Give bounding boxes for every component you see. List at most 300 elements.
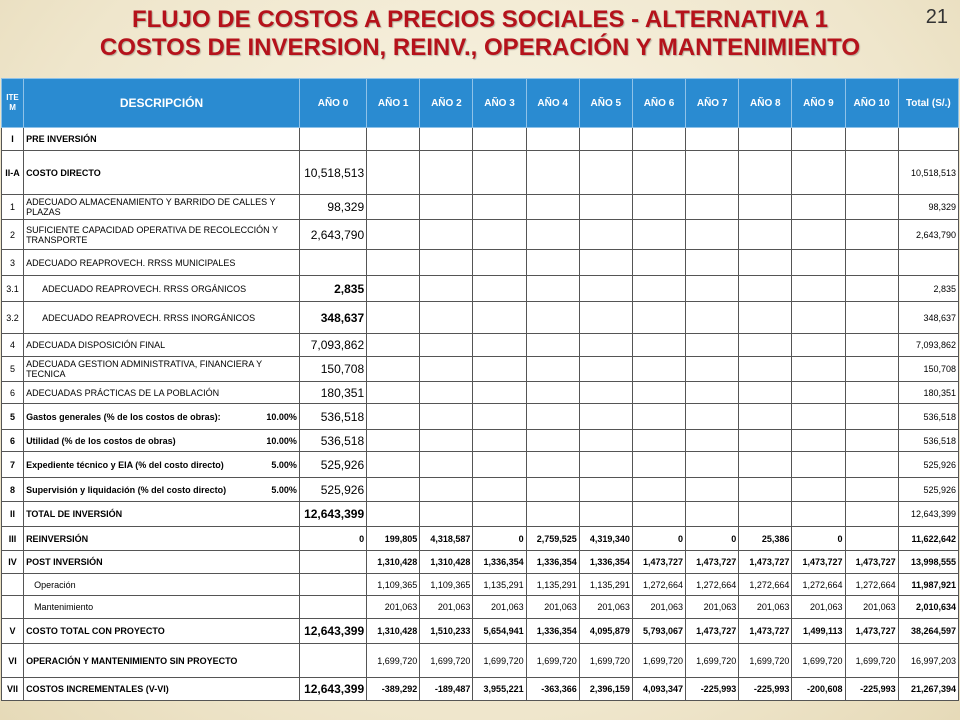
row-year-5 (579, 334, 632, 357)
row-year-4 (526, 404, 579, 430)
row-year-5 (579, 430, 632, 452)
row-year-8 (739, 302, 792, 334)
row-year-1 (367, 478, 420, 502)
row-total (898, 128, 958, 151)
row-description: OPERACIÓN Y MANTENIMIENTO SIN PROYECTO (26, 655, 238, 666)
row-item (2, 574, 24, 596)
row-year-8 (739, 430, 792, 452)
row-year-10 (845, 527, 898, 551)
row-year-0 (299, 128, 366, 151)
row-total: 525,926 (898, 452, 958, 478)
row-year-3 (473, 195, 526, 220)
row-year-0: 2,835 (299, 276, 366, 302)
row-year-4 (526, 452, 579, 478)
header-total: Total (S/.) (898, 79, 958, 128)
row-year-3 (473, 430, 526, 452)
row-year-6 (632, 357, 685, 382)
row-year-9: 1,473,727 (792, 551, 845, 574)
row-year-0: 98,329 (299, 195, 366, 220)
row-description-cell (24, 382, 300, 404)
row-description-cell (24, 596, 300, 619)
table-row (2, 334, 959, 357)
row-year-9: 201,063 (792, 596, 845, 619)
table-row (2, 452, 959, 478)
row-year-6 (632, 502, 685, 527)
row-total: 98,329 (898, 195, 958, 220)
header-year-9: AÑO 9 (792, 79, 845, 128)
row-year-5: 4,095,879 (579, 619, 632, 644)
row-year-6 (632, 404, 685, 430)
row-year-2 (420, 502, 473, 527)
row-year-1 (367, 430, 420, 452)
row-description-cell (24, 678, 300, 701)
row-year-3 (473, 250, 526, 276)
row-year-10 (845, 382, 898, 404)
row-year-7: 1,473,727 (686, 551, 739, 574)
row-item: II (2, 502, 24, 527)
row-year-10 (845, 430, 898, 452)
row-year-1 (367, 276, 420, 302)
row-year-3: 3,955,221 (473, 678, 526, 701)
row-year-9 (792, 276, 845, 302)
row-item: 5 (2, 357, 24, 382)
row-year-3 (473, 452, 526, 478)
row-year-4 (526, 276, 579, 302)
row-total: 11,987,921 (898, 574, 958, 596)
row-description-cell (24, 574, 300, 596)
row-description-cell (24, 250, 300, 276)
row-year-2: 1,510,233 (420, 619, 473, 644)
header-year-5: AÑO 5 (579, 79, 632, 128)
row-year-10 (845, 195, 898, 220)
row-year-1 (367, 128, 420, 151)
row-item: 3.1 (2, 276, 24, 302)
row-total: 150,708 (898, 357, 958, 382)
row-year-6: 201,063 (632, 596, 685, 619)
row-year-9 (792, 430, 845, 452)
row-year-1 (367, 382, 420, 404)
row-year-4: 1,336,354 (526, 551, 579, 574)
row-item: 4 (2, 334, 24, 357)
row-year-10: 1,272,664 (845, 574, 898, 596)
row-year-10: 1,473,727 (845, 619, 898, 644)
row-year-1: 201,063 (367, 596, 420, 619)
header-description: DESCRIPCIÓN (24, 79, 300, 128)
row-year-7 (686, 430, 739, 452)
row-item: V (2, 619, 24, 644)
row-year-3 (473, 404, 526, 430)
row-year-5: 2,396,159 (579, 678, 632, 701)
row-description: Operación (34, 579, 76, 590)
row-year-2: 1,699,720 (420, 644, 473, 678)
row-year-4 (526, 220, 579, 250)
row-item: 6 (2, 382, 24, 404)
row-year-5 (579, 357, 632, 382)
row-description-cell (24, 151, 300, 195)
row-year-5 (579, 128, 632, 151)
row-year-3: 5,654,941 (473, 619, 526, 644)
row-percentage: 10.00% (266, 411, 297, 422)
row-description: ADECUADA GESTION ADMINISTRATIVA, FINANCIERA Y TECNICA (26, 359, 262, 379)
row-year-5 (579, 250, 632, 276)
row-year-0: 536,518 (299, 404, 366, 430)
row-description-cell (24, 430, 300, 452)
row-year-7 (686, 478, 739, 502)
row-year-4 (526, 357, 579, 382)
row-year-1 (367, 334, 420, 357)
row-year-3 (473, 151, 526, 195)
row-year-2 (420, 334, 473, 357)
row-year-3: 1,699,720 (473, 644, 526, 678)
row-year-4 (526, 151, 579, 195)
row-year-9 (792, 357, 845, 382)
row-year-10 (845, 250, 898, 276)
title-line-1: FLUJO DE COSTOS A PRECIOS SOCIALES - ALTERNATIVA 1 (131, 6, 829, 33)
table-row (2, 276, 959, 302)
row-total: 12,643,399 (898, 502, 958, 527)
row-item: 2 (2, 220, 24, 250)
row-year-6 (632, 382, 685, 404)
row-year-6: 1,473,727 (632, 551, 685, 574)
table-row (2, 678, 959, 701)
row-description: Expediente técnico y EIA (% del costo directo) (26, 459, 224, 470)
row-year-8 (739, 357, 792, 382)
row-year-8: 1,473,727 (739, 551, 792, 574)
header-year-0: AÑO 0 (299, 79, 366, 128)
row-description-cell (24, 128, 300, 151)
row-year-4 (526, 334, 579, 357)
row-year-9 (792, 404, 845, 430)
row-year-0: 180,351 (299, 382, 366, 404)
row-year-0: 0 (299, 527, 366, 551)
row-year-7 (686, 250, 739, 276)
row-year-1: 1,310,428 (367, 619, 420, 644)
row-item: VII (2, 678, 24, 701)
table-row (2, 220, 959, 250)
row-year-8: 1,272,664 (739, 574, 792, 596)
row-year-1: 1,310,428 (367, 551, 420, 574)
row-description-cell (24, 644, 300, 678)
row-year-1 (367, 195, 420, 220)
row-year-6 (632, 302, 685, 334)
row-year-5 (579, 195, 632, 220)
row-year-2 (420, 151, 473, 195)
row-year-6 (632, 430, 685, 452)
row-year-9 (792, 302, 845, 334)
row-year-2 (420, 430, 473, 452)
row-description: COSTOS INCREMENTALES (V-VI) (26, 684, 169, 694)
row-year-7 (686, 502, 739, 527)
header-year-7: AÑO 7 (686, 79, 739, 128)
row-description: SUFICIENTE CAPACIDAD OPERATIVA DE RECOLECCIÓN Y TRANSPORTE (26, 224, 278, 245)
row-year-10 (845, 357, 898, 382)
row-year-9: -200,608 (792, 678, 845, 701)
row-year-1 (367, 302, 420, 334)
row-year-7 (686, 357, 739, 382)
row-year-7 (686, 195, 739, 220)
row-year-0: 12,643,399 (299, 502, 366, 527)
row-year-2: 1,109,365 (420, 574, 473, 596)
row-year-2 (420, 357, 473, 382)
row-item: 3.2 (2, 302, 24, 334)
row-year-2 (420, 452, 473, 478)
row-year-9 (792, 334, 845, 357)
row-year-7 (686, 151, 739, 195)
row-year-4: 1,336,354 (526, 619, 579, 644)
row-description: TOTAL DE INVERSIÓN (26, 509, 123, 519)
row-total: 7,093,862 (898, 334, 958, 357)
row-year-3: 201,063 (473, 596, 526, 619)
row-year-7 (686, 452, 739, 478)
row-item: III (2, 527, 24, 551)
row-year-2 (420, 128, 473, 151)
table-row (2, 478, 959, 502)
row-description-cell (24, 195, 300, 220)
row-year-6 (632, 195, 685, 220)
row-year-3 (473, 334, 526, 357)
row-year-7: -225,993 (686, 678, 739, 701)
table-row (2, 128, 959, 151)
row-year-8 (739, 220, 792, 250)
row-year-5: 1,336,354 (579, 551, 632, 574)
slide-title (0, 6, 960, 62)
row-year-0: 12,643,399 (299, 678, 366, 701)
row-year-10 (845, 128, 898, 151)
row-year-9 (792, 502, 845, 527)
row-year-5: 1,135,291 (579, 574, 632, 596)
row-year-8 (739, 151, 792, 195)
table-row (2, 250, 959, 276)
row-description-cell (24, 527, 300, 551)
row-item: 5 (2, 404, 24, 430)
description-with-percentage (26, 436, 297, 446)
row-year-0: 525,926 (299, 452, 366, 478)
row-description-cell (24, 619, 300, 644)
row-year-10 (845, 478, 898, 502)
row-description: REINVERSIÓN (26, 533, 89, 544)
row-description-cell (24, 478, 300, 502)
row-year-8 (739, 502, 792, 527)
row-item: 6 (2, 430, 24, 452)
row-year-6 (632, 276, 685, 302)
row-year-4: 1,135,291 (526, 574, 579, 596)
row-total: 2,643,790 (898, 220, 958, 250)
row-year-8 (739, 128, 792, 151)
row-year-5: 1,699,720 (579, 644, 632, 678)
row-total: 21,267,394 (898, 678, 958, 701)
row-year-3 (473, 302, 526, 334)
row-year-6: 1,699,720 (632, 644, 685, 678)
row-year-3 (473, 357, 526, 382)
row-year-3 (473, 276, 526, 302)
row-year-4 (526, 502, 579, 527)
row-year-3: 1,336,354 (473, 551, 526, 574)
row-year-3 (473, 478, 526, 502)
row-year-0 (299, 250, 366, 276)
row-year-5 (579, 302, 632, 334)
row-year-1 (367, 404, 420, 430)
row-year-4 (526, 195, 579, 220)
row-total: 2,010,634 (898, 596, 958, 619)
row-year-2 (420, 404, 473, 430)
row-total: 38,264,597 (898, 619, 958, 644)
row-total: 348,637 (898, 302, 958, 334)
row-year-2: -189,487 (420, 678, 473, 701)
row-description: Utilidad (% de los costos de obras) (26, 435, 176, 446)
row-year-4 (526, 382, 579, 404)
row-year-5 (579, 151, 632, 195)
row-year-2: 201,063 (420, 596, 473, 619)
row-description-cell (24, 404, 300, 430)
table-row (2, 596, 959, 619)
row-year-3: 0 (473, 527, 526, 551)
row-year-7: 0 (686, 527, 739, 551)
row-year-0 (299, 574, 366, 596)
row-year-0: 348,637 (299, 302, 366, 334)
row-description-cell (24, 220, 300, 250)
table-row (2, 195, 959, 220)
row-year-1 (367, 220, 420, 250)
table-row (2, 551, 959, 574)
row-item: I (2, 128, 24, 151)
row-year-9 (792, 250, 845, 276)
row-year-6 (632, 334, 685, 357)
header-year-2: AÑO 2 (420, 79, 473, 128)
row-year-9 (792, 128, 845, 151)
row-year-6 (632, 478, 685, 502)
row-year-10 (845, 334, 898, 357)
row-year-10 (845, 452, 898, 478)
row-year-6 (632, 452, 685, 478)
row-item: 8 (2, 478, 24, 502)
row-year-1: 1,699,720 (367, 644, 420, 678)
row-description: ADECUADO ALMACENAMIENTO Y BARRIDO DE CALLES Y PLAZAS (26, 197, 276, 217)
row-year-2 (420, 250, 473, 276)
row-year-3 (473, 128, 526, 151)
row-year-8 (739, 382, 792, 404)
row-year-8 (739, 276, 792, 302)
row-year-3 (473, 220, 526, 250)
row-item: IV (2, 551, 24, 574)
header-item: ITE M (2, 79, 24, 128)
table-row (2, 574, 959, 596)
row-year-5 (579, 452, 632, 478)
row-year-4: 201,063 (526, 596, 579, 619)
row-total (898, 250, 958, 276)
row-year-2 (420, 195, 473, 220)
row-year-9 (792, 195, 845, 220)
row-year-8 (739, 478, 792, 502)
row-year-8 (739, 404, 792, 430)
row-year-4: 2,759,525 (526, 527, 579, 551)
header-year-6: AÑO 6 (632, 79, 685, 128)
row-year-8: -225,993 (739, 678, 792, 701)
row-year-7 (686, 382, 739, 404)
row-year-6 (632, 151, 685, 195)
row-year-0: 525,926 (299, 478, 366, 502)
cost-flow-table-container (1, 78, 959, 701)
table-row (2, 619, 959, 644)
row-total: 11,622,642 (898, 527, 958, 551)
row-year-1 (367, 250, 420, 276)
row-year-3: 1,135,291 (473, 574, 526, 596)
row-percentage: 5.00% (271, 459, 297, 470)
row-year-0: 7,093,862 (299, 334, 366, 357)
row-year-9 (792, 478, 845, 502)
row-year-10: 1,473,727 (845, 551, 898, 574)
table-row (2, 404, 959, 430)
row-year-7: 1,473,727 (686, 619, 739, 644)
row-year-10 (845, 502, 898, 527)
description-with-percentage (26, 460, 297, 470)
row-year-7: 201,063 (686, 596, 739, 619)
row-description-cell (24, 276, 300, 302)
row-year-1: 1,109,365 (367, 574, 420, 596)
row-description-cell (24, 302, 300, 334)
row-year-4: -363,366 (526, 678, 579, 701)
row-year-0: 2,643,790 (299, 220, 366, 250)
row-year-1: 199,805 (367, 527, 420, 551)
row-year-8 (739, 452, 792, 478)
row-year-0: 10,518,513 (299, 151, 366, 195)
row-percentage: 10.00% (266, 435, 297, 446)
row-year-2 (420, 382, 473, 404)
row-item: 1 (2, 195, 24, 220)
row-item: II-A (2, 151, 24, 195)
header-year-1: AÑO 1 (367, 79, 420, 128)
row-year-9: 1,699,720 (792, 644, 845, 678)
row-year-10: 1,699,720 (845, 644, 898, 678)
row-year-9 (792, 220, 845, 250)
row-year-5: 4,319,340 (579, 527, 632, 551)
row-year-6 (632, 220, 685, 250)
row-total: 13,998,555 (898, 551, 958, 574)
table-row (2, 644, 959, 678)
row-total: 10,518,513 (898, 151, 958, 195)
row-year-7 (686, 276, 739, 302)
row-year-3 (473, 382, 526, 404)
row-year-10 (845, 151, 898, 195)
header-year-3: AÑO 3 (473, 79, 526, 128)
row-year-0 (299, 551, 366, 574)
row-year-6 (632, 250, 685, 276)
row-year-2 (420, 220, 473, 250)
row-year-7 (686, 334, 739, 357)
row-year-3 (473, 502, 526, 527)
table-row (2, 527, 959, 551)
description-with-percentage (26, 412, 297, 422)
row-year-4 (526, 302, 579, 334)
row-total: 536,518 (898, 430, 958, 452)
row-year-5 (579, 502, 632, 527)
table-row (2, 302, 959, 334)
row-year-7: 1,699,720 (686, 644, 739, 678)
table-row (2, 357, 959, 382)
row-year-10: 201,063 (845, 596, 898, 619)
table-row (2, 430, 959, 452)
row-year-10 (845, 220, 898, 250)
row-total: 525,926 (898, 478, 958, 502)
row-year-6: 5,793,067 (632, 619, 685, 644)
row-description-cell (24, 334, 300, 357)
row-year-9: 0 (792, 527, 845, 551)
table-row (2, 502, 959, 527)
row-percentage: 5.00% (271, 484, 297, 495)
row-description-cell (24, 452, 300, 478)
row-year-7 (686, 128, 739, 151)
row-year-2 (420, 302, 473, 334)
page-number: 21 (925, 6, 948, 28)
